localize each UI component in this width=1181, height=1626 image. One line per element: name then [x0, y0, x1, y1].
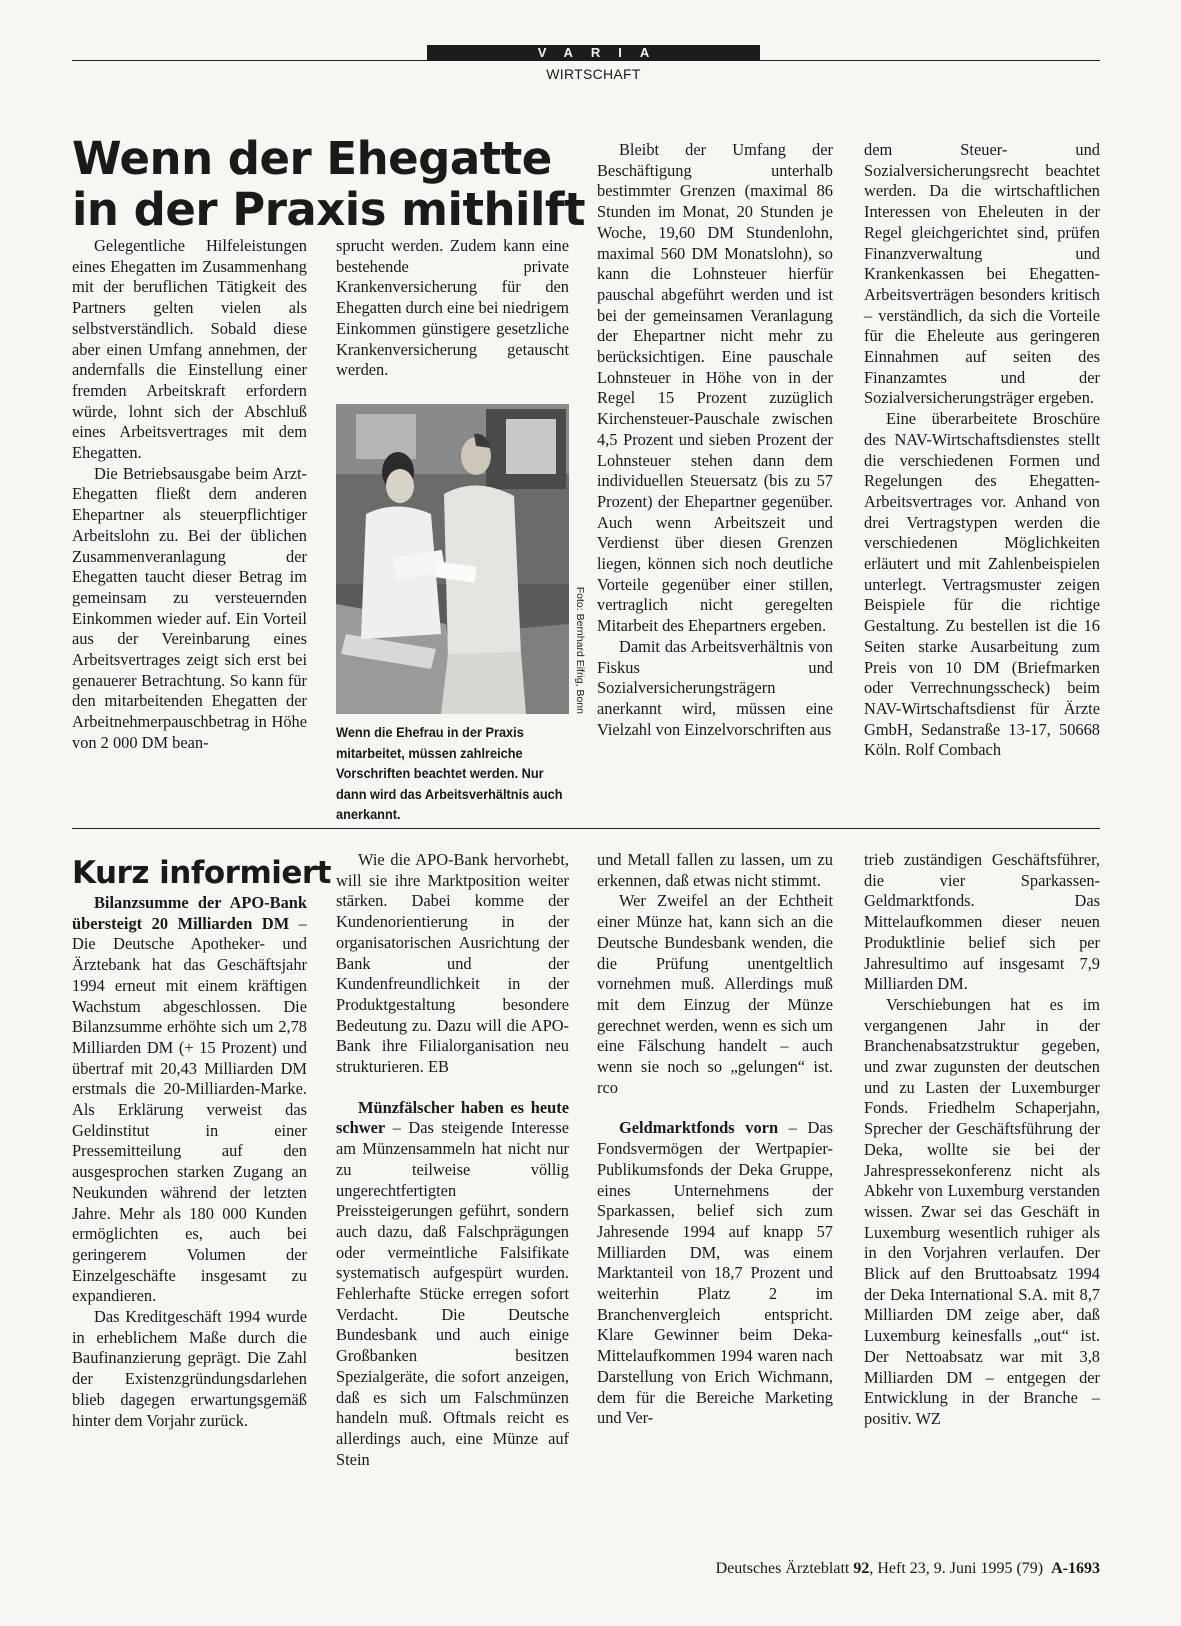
news-text: – Das steigende Interesse am Münzensammeln hat nicht nur zu teilweise völlig ungerechtfertigten Preissteigerungen geführt, sondern auch dazu, daß Falschprägungen oder vermeintliche Falsifikate systematisch aufgespürt wurden. Fehlerhafte Stücke erregen sofort Verdacht. Die Deutsche Bundesbank und auch einige Großbanken besitzen Spezialgeräte, die sofort anzeigen, daß es sich um Falschmünzen handeln muß. Oftmals reicht es allerdings auch, eine Münze auf Stein	[336, 1118, 569, 1469]
paragraph: Das Kreditgeschäft 1994 wurde in erheblichem Maße durch die Baufinanzierung geprägt. Die Zahl der Existenzgründungsdarlehen blieb dagegen erwartungsgemäß hinter dem Vorjahr zurück.	[72, 1307, 307, 1430]
paragraph: trieb zuständigen Geschäftsführer, die vier Sparkassen-Geldmarktfonds. Das Mittelaufkommen dieser neuen Produktlinie belief sich per Jahresultimo auf insgesamt 7,9 Milliarden DM.	[864, 850, 1100, 994]
issue-info: , Heft 23, 9. Juni 1995 (79)	[869, 1560, 1044, 1577]
paragraph: dem Steuer- und Sozialversicherungsrecht beachtet werden. Da die wirtschaftlichen Interessen von Eheleuten in der Regel gleichgerichtet sind, prüfen Finanzverwaltung und Krankenkassen bei Ehegatten-Arbeitsverträgen besonders kritisch – verständlich, da sich die Vorteile für die Eheleute aus geringeren Einnahmen auf seiten des Finanzamtes und der Sozialversicherungsträger ergeben.	[864, 140, 1100, 408]
paragraph: Gelegentliche Hilfeleistungen eines Ehegatten im Zusammenhang mit der beruflichen Tätigkeit des Partners gelten vielen als selbstverständlich. Sobald diese aber einen Umfang annehmen, der andernfalls die Einstellung einer fremden Arbeitskraft erfordern würde, lohnt sich der Abschluß eines Arbeitsvertrages mit dem Ehegatten.	[72, 236, 307, 463]
paragraph: und Metall fallen zu lassen, um zu erkennen, daß etwas nicht stimmt.	[597, 850, 833, 890]
headline-line-1: Wenn der Ehegatte	[72, 132, 552, 185]
news-item-bilanzsumme	[72, 893, 307, 1307]
kurz-informiert-title: Kurz informiert	[72, 855, 331, 891]
news-text: – Das Fondsvermögen der Wertpapier-Publikumsfonds der Deka Gruppe, eines Unternehmens der Sparkassen, belief sich zum Jahresende 1994 auf knapp 57 Milliarden DM, was einem Marktanteil von 18,7 Prozent und weiterhin Platz 2 im Branchenvergleich entspricht. Klare Gewinner beim Deka-Mittelaufkommen 1994 waren nach Darstellung von Erich Wichmann, dem für die Bereiche Marketing und Ver-	[597, 1118, 833, 1428]
paragraph: Wer Zweifel an der Echtheit einer Münze hat, kann sich an die Deutsche Bundesbank wenden, die die Prüfung unentgeltlich vornehmen muß. Allerdings muß mit dem Einzug der Münze gerechnet werden, wenn es sich um eine Fälschung handelt – auch wenn sie noch so „gelungen“ ist. rco	[597, 891, 833, 1097]
article-headline	[72, 133, 592, 235]
paragraph: Wie die APO-Bank hervorhebt, will sie ihre Marktposition weiter stärken. Dabei komme der Kundenorientierung in der organisatorischen Ausrichtung der Bank und der Kundenfreundlichkeit in der Produktgestaltung besondere Bedeutung zu. Dazu will die APO-Bank ihre Filialorganisation neu strukturieren. EB	[336, 850, 569, 1077]
article-column-1	[72, 236, 307, 754]
article-column-2	[336, 236, 569, 381]
photo-caption: Wenn die Ehefrau in der Praxis mitarbeitet, müssen zahlreiche Vorschriften beachtet werden. Nur dann wird das Arbeitsverhältnis auch anerkannt.	[336, 725, 563, 824]
journal-name: Deutsches Ärzteblatt	[715, 1560, 850, 1577]
news-text: – Die Deutsche Apotheker- und Ärztebank hat das Geschäftsjahr 1994 erneut mit einem kräftigen Wachstum abgeschlossen. Die Bilanzsumme erhöhte sich um 2,78 Milliarden DM (+ 15 Prozent) und übertraf mit 20,43 Milliarden DM erstmals die 20-Milliarden-Marke. Als Erklärung verweist das Geldinstitut in einer Pressemitteilung auf den ausgesprochen starken Zugang an Neukunden während der letzten Jahre. Mehr als 180 000 Kunden ermöglichten es, auch bei geringerem Volumen der Einzelgeschäfte insgesamt zu expandieren.	[72, 913, 307, 1306]
article-column-3	[597, 140, 833, 740]
paragraph: Bleibt der Umfang der Beschäftigung unterhalb bestimmter Grenzen (maximal 86 Stunden im Monat, 20 Stunden je Woche, 19,60 DM Stundenlohn, maximal 560 DM Monatslohn), so kann die Lohnsteuer hierfür pauschal abgeführt werden und ist bei der gemeinsamen Veranlagung der Ehepartner nicht mehr zu berücksichtigen. Eine pauschale Lohnsteuer in Höhe von in der Regel 15 Prozent zuzüglich Kirchensteuer-Pauschale zwischen 4,5 Prozent und sieben Prozent der Lohnsteuer stehen dann dem individuellen Steuersatz (bis zu 57 Prozent) der Ehepartner gegenüber. Auch wenn Arbeitszeit und Verdienst über diesen Grenzen liegen, können sich noch deutliche Vorteile gegenüber einer stillen, vertraglich nicht geregelten Mitarbeit des Ehepartners ergeben.	[597, 140, 833, 636]
news-item-geldmarktfonds	[597, 1118, 833, 1429]
section-label: WIRTSCHAFT	[546, 66, 641, 82]
page-footer	[616, 1560, 1100, 1578]
paragraph: sprucht werden. Zudem kann eine bestehende private Krankenversicherung für den Ehegatten durch eine bei niedrigem Einkommen günstigere gesetzliche Krankenversicherung getauscht werden.	[336, 236, 570, 380]
news-heading: Geldmarktfonds vorn	[619, 1118, 779, 1138]
news-heading: Münzfälscher haben es heute schwer	[336, 1097, 569, 1138]
paragraph: Damit das Arbeitsverhältnis von Fiskus und Sozialversicherungsträgern anerkannt wird, müssen eine Vielzahl von Einzelvorschriften aus	[597, 636, 833, 739]
page-number: A-1693	[1051, 1560, 1100, 1577]
section-bar: VARIA	[427, 45, 760, 61]
paragraph: Die Betriebsausgabe beim Arzt-Ehegatten fließt dem anderen Ehepartner als steuerpflichtiger Arbeitslohn zu. Bei der üblichen Zusammenveranlagung der Ehegatten taucht dieser Betrag im gemeinsam zu versteuernden Einkommen wieder auf. Ein Vorteil aus der Vereinbarung eines Arbeitsvertrages zeigt sich erst bei genauerer Betrachtung. So kann für den mitarbeitenden Ehegatten der Arbeitnehmerpauschbetrag in Höhe von 2 000 DM bean-	[72, 463, 307, 752]
news-item-muenzfaelscher	[336, 1098, 569, 1471]
article-column-4	[864, 140, 1100, 761]
news-heading: Bilanzsumme der APO-Bank übersteigt 20 Milliarden DM	[72, 893, 307, 933]
headline-line-2: in der Praxis mithilft	[72, 183, 585, 236]
article-photo	[336, 404, 569, 714]
paragraph: Verschiebungen hat es im vergangenen Jahr in der Branchenabsatzstruktur gegeben, und zwar zugunsten der deutschen und zu Lasten der Luxemburger Fonds. Friedhelm Schaperjahn, Sprecher der Geschäftsführung der Deka, wollte sie bei der Jahrespressekonferenz nicht als Abkehr von Luxemburg verstanden wissen. Zwar sei das Geschäft in Luxemburg wesentlich ruhiger als in den Vorjahren verlaufen. Der Blick auf den Bruttoabsatz 1994 der Deka International S.A. mit 8,7 Milliarden DM zeige aber, daß Luxemburg keinesfalls „out“ ist. Der Nettoabsatz war mit 3,8 Milliarden DM – entgegen der Entwicklung in der Branche – positiv. WZ	[864, 994, 1100, 1428]
news-column-2	[336, 850, 569, 1470]
photo-credit-text: Foto: Bernhard Eifrig, Bonn	[574, 586, 586, 714]
news-column-4	[864, 850, 1100, 1430]
photo-image	[336, 404, 569, 714]
journal-volume: 92	[853, 1560, 870, 1577]
news-column-1	[72, 893, 307, 1431]
news-column-3	[597, 850, 833, 1429]
paragraph: Eine überarbeitete Broschüre des NAV-Wirtschaftsdienstes stellt die verschiedenen Formen und Regelungen des Ehegatten-Arbeitsvertrages vor. Anhand von drei Vertragstypen werden die verschiedenen Möglichkeiten erläutert und mit Zahlenbeispielen unterlegt. Vertragsmuster zeigen Beispiele für die richtige Gestaltung. Zu bestellen ist die 16 Seiten starke Ausarbeitung zum Preis von 10 DM (Briefmarken oder Verrechnungsscheck) beim NAV-Wirtschaftsdienst für Ärzte GmbH, Sedanstraße 13-17, 50668 Köln. Rolf Combach	[864, 409, 1100, 760]
photo-credit	[572, 404, 586, 714]
section-divider	[72, 828, 1100, 829]
